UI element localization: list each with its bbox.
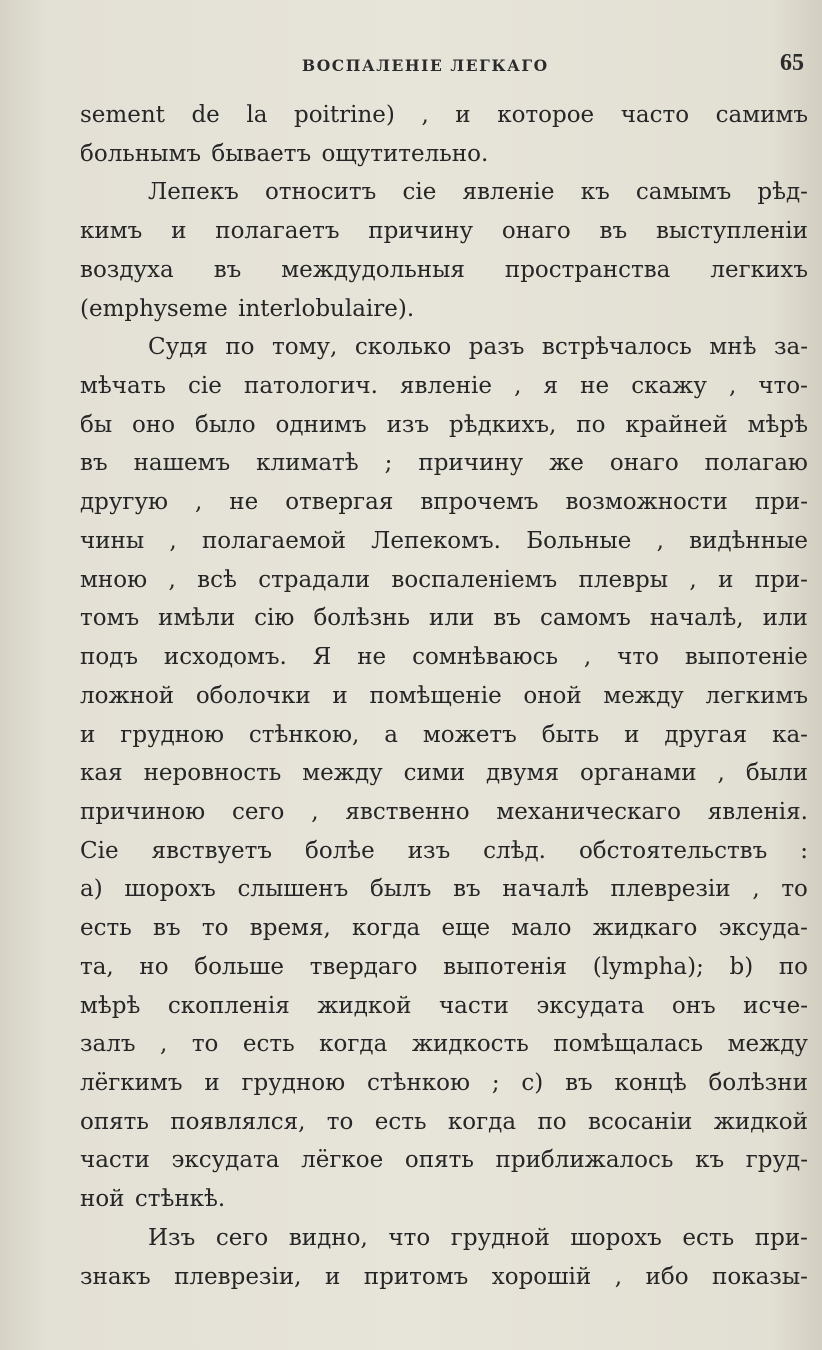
- body-text: [80, 96, 808, 1296]
- text-line: [80, 638, 808, 677]
- word: легкимъ: [705, 682, 808, 709]
- word: кимъ: [80, 218, 143, 245]
- word: та,: [80, 953, 114, 980]
- word: то: [781, 876, 808, 903]
- word: знакъ: [80, 1263, 151, 1290]
- word: неровность: [143, 760, 282, 787]
- word: оной: [523, 682, 582, 709]
- word: полагаемой: [201, 527, 346, 554]
- word: то: [326, 1108, 354, 1135]
- word: въ: [493, 605, 521, 632]
- text-line: [80, 1180, 808, 1219]
- word: явствуетъ: [151, 837, 273, 864]
- word: слѣд.: [483, 837, 546, 864]
- word: притомъ: [363, 1263, 469, 1290]
- word: оно: [132, 411, 176, 438]
- text-line: [80, 367, 808, 406]
- word: видно,: [288, 1224, 368, 1251]
- word: ,: [656, 527, 664, 554]
- word: ,: [168, 566, 176, 593]
- word: междудольныя: [281, 256, 465, 283]
- word: плевры: [578, 566, 669, 593]
- word: шорохъ: [124, 876, 216, 903]
- word: но: [139, 953, 169, 980]
- word: климатѣ: [256, 450, 359, 477]
- word: легкихъ: [710, 256, 808, 283]
- word: то: [201, 915, 229, 942]
- word: ,: [169, 527, 177, 554]
- word: бы: [80, 411, 113, 438]
- word: больше: [194, 953, 285, 980]
- word: причину: [368, 218, 474, 245]
- word: изъ: [407, 837, 451, 864]
- word: появлялся,: [170, 1108, 306, 1135]
- word: la: [246, 102, 268, 128]
- word: ;: [384, 450, 393, 477]
- word: Изъ: [148, 1224, 196, 1251]
- text-line: [80, 948, 808, 987]
- word: твердаго: [309, 953, 418, 980]
- word: и: [455, 102, 471, 128]
- word: между: [603, 682, 684, 709]
- word: ощутительно.: [321, 140, 489, 167]
- word: ,: [689, 566, 697, 593]
- word: и: [171, 218, 187, 245]
- word: Лепекомъ.: [371, 527, 501, 554]
- word: плеврезіи: [610, 876, 731, 903]
- word: эксудата: [171, 1147, 280, 1174]
- word: мною: [80, 566, 148, 593]
- word: есть: [374, 1108, 427, 1135]
- word: мѣчать: [80, 373, 166, 400]
- text-line: [80, 909, 808, 948]
- word: онаго: [501, 218, 571, 245]
- word: болѣе: [304, 837, 375, 864]
- text-line: [80, 135, 808, 174]
- word: и: [204, 1069, 220, 1096]
- word: подъ: [80, 644, 138, 671]
- word: пространства: [504, 256, 671, 283]
- word: причину: [418, 450, 524, 477]
- word: въ: [599, 218, 628, 245]
- word: еще: [441, 915, 491, 942]
- word: и: [624, 721, 640, 748]
- word: а: [384, 721, 398, 748]
- word: груд-: [745, 1147, 808, 1174]
- word: ,: [583, 644, 592, 671]
- word: стѣнкою,: [248, 721, 360, 748]
- word: по: [778, 953, 808, 980]
- word: мало: [511, 915, 572, 942]
- word: было: [194, 411, 256, 438]
- word: рѣдкихъ,: [448, 411, 557, 438]
- word: или: [429, 605, 475, 632]
- word: ,: [311, 798, 319, 825]
- text-line: [80, 793, 808, 832]
- text-line: [80, 1141, 808, 1180]
- word: не: [580, 373, 610, 400]
- word: ,: [195, 489, 203, 516]
- word: и: [80, 721, 96, 748]
- text-line: [80, 716, 808, 755]
- word: или: [762, 605, 808, 632]
- word: мѣрѣ: [747, 411, 808, 438]
- word: ,: [728, 373, 737, 400]
- text-line: [80, 444, 808, 483]
- word: полагаетъ: [215, 218, 340, 245]
- word: концѣ: [614, 1069, 687, 1096]
- word: былъ: [369, 876, 432, 903]
- word: опять: [80, 1108, 149, 1135]
- word: полагаю: [704, 450, 808, 477]
- word: самомъ: [539, 605, 631, 632]
- word: оболочки: [195, 682, 311, 709]
- word: сіе: [188, 373, 222, 400]
- word: по: [576, 411, 606, 438]
- word: что: [617, 644, 659, 671]
- word: болѣзнь: [313, 605, 411, 632]
- running-head: [80, 50, 804, 78]
- text-line: [80, 328, 808, 367]
- word: ;: [491, 1069, 500, 1096]
- word: ,: [421, 102, 429, 128]
- word: выступленіи: [655, 218, 808, 245]
- word: Сіе: [80, 837, 119, 864]
- word: грудной: [450, 1224, 550, 1251]
- word: патологич.: [243, 373, 378, 400]
- word: есть: [242, 1031, 295, 1058]
- word: Я: [312, 644, 332, 671]
- text-line: [80, 290, 808, 329]
- word: явленіе: [400, 373, 493, 400]
- word: къ: [695, 1147, 725, 1174]
- word: мнѣ: [709, 334, 757, 361]
- word: однимъ: [275, 411, 367, 438]
- text-line: [80, 251, 808, 290]
- word: жидкой: [317, 992, 412, 1019]
- page-number: 65: [780, 50, 804, 76]
- word: (emphyseme: [80, 295, 228, 322]
- word: въ: [213, 256, 242, 283]
- text-line: [80, 832, 808, 871]
- text-line: [80, 677, 808, 716]
- text-line: [80, 1219, 808, 1258]
- word: въ: [453, 876, 481, 903]
- word: началѣ,: [649, 605, 744, 632]
- word: между: [302, 760, 383, 787]
- word: быть: [541, 721, 600, 748]
- word: залъ: [80, 1031, 136, 1058]
- word: жидкаго: [592, 915, 698, 942]
- word: по: [225, 334, 255, 361]
- word: de: [191, 102, 220, 128]
- word: которое: [497, 102, 595, 128]
- word: скопленія: [167, 992, 290, 1019]
- text-line: [80, 1064, 808, 1103]
- word: двумя: [485, 760, 560, 787]
- word: въ: [153, 915, 181, 942]
- text-line: [80, 1258, 808, 1297]
- text-line: [80, 1025, 808, 1064]
- word: стѣнкою: [366, 1069, 471, 1096]
- word: кая: [80, 760, 123, 787]
- word: органами: [579, 760, 697, 787]
- word: и: [324, 1263, 341, 1290]
- running-title: ВОСПАЛЕНІЕ ЛЕГКАГО: [302, 56, 549, 75]
- word: мѣрѣ: [80, 992, 141, 1019]
- word: Лепекъ: [148, 179, 239, 206]
- word: и: [332, 682, 348, 709]
- word: эксудата: [536, 992, 645, 1019]
- word: онъ: [671, 992, 716, 1019]
- word: видѣнные: [689, 527, 808, 554]
- word: не: [229, 489, 259, 516]
- word: когда: [352, 915, 421, 942]
- word: poitrine): [293, 102, 395, 128]
- word: явленія.: [707, 798, 808, 825]
- word: отвергая: [285, 489, 394, 516]
- word: :: [800, 837, 808, 864]
- word: опять: [404, 1147, 474, 1174]
- word: рѣд-: [757, 179, 808, 206]
- word: грудною: [241, 1069, 346, 1096]
- word: по: [537, 1108, 567, 1135]
- word: что-: [758, 373, 808, 400]
- word: когда: [319, 1031, 388, 1058]
- word: сколько: [354, 334, 452, 361]
- word: къ: [580, 179, 610, 206]
- word: (lympha);: [592, 953, 704, 980]
- word: плеврезіи,: [174, 1263, 302, 1290]
- text-line: [80, 561, 808, 600]
- word: механическаго: [496, 798, 681, 825]
- word: болѣзни: [708, 1069, 808, 1096]
- word: слышенъ: [237, 876, 349, 903]
- text-line: [80, 1103, 808, 1142]
- word: онаго: [609, 450, 679, 477]
- word: лёгкое: [301, 1147, 384, 1174]
- word: изъ: [386, 411, 430, 438]
- word: сими: [403, 760, 466, 787]
- word: сію: [254, 605, 295, 632]
- word: a): [80, 876, 103, 903]
- word: страдали: [258, 566, 371, 593]
- word: c): [521, 1069, 544, 1096]
- word: ,: [614, 1263, 623, 1290]
- text-line: [80, 173, 808, 212]
- word: эксуда-: [718, 915, 808, 942]
- text-line: [80, 522, 808, 561]
- word: относитъ: [264, 179, 377, 206]
- text-line: [80, 599, 808, 638]
- word: другую: [80, 489, 169, 516]
- word: ,: [160, 1031, 168, 1058]
- word: воспаленіемъ: [391, 566, 558, 593]
- word: interlobulaire).: [238, 295, 415, 322]
- word: встрѣчалось: [541, 334, 692, 361]
- word: грудною: [120, 721, 224, 748]
- word: ибо: [645, 1263, 689, 1290]
- word: ной: [80, 1186, 125, 1213]
- text-line: [80, 870, 808, 909]
- text-line: [80, 754, 808, 793]
- word: возможности: [565, 489, 728, 516]
- word: есть: [682, 1224, 735, 1251]
- word: всосаніи: [588, 1108, 693, 1135]
- word: за-: [773, 334, 808, 361]
- word: обстоятельствъ: [578, 837, 768, 864]
- word: другая: [664, 721, 748, 748]
- word: sement: [80, 102, 165, 128]
- word: хорошій: [491, 1263, 592, 1290]
- word: часто: [620, 102, 690, 128]
- word: больнымъ: [80, 140, 201, 167]
- word: были: [745, 760, 808, 787]
- word: имѣли: [158, 605, 236, 632]
- text-line: [80, 483, 808, 522]
- word: сего: [215, 1224, 269, 1251]
- word: Больные: [526, 527, 632, 554]
- word: Судя: [148, 334, 208, 361]
- word: сего: [231, 798, 285, 825]
- word: не: [357, 644, 387, 671]
- word: началѣ: [502, 876, 589, 903]
- word: впрочемъ: [420, 489, 539, 516]
- word: b): [729, 953, 754, 980]
- word: нашемъ: [133, 450, 231, 477]
- word: когда: [447, 1108, 517, 1135]
- word: воздуха: [80, 256, 174, 283]
- word: то: [191, 1031, 219, 1058]
- word: есть: [80, 915, 132, 942]
- word: шорохъ: [570, 1224, 662, 1251]
- word: самимъ: [715, 102, 808, 128]
- word: лёгкимъ: [80, 1069, 183, 1096]
- word: я: [543, 373, 559, 400]
- text-line: [80, 96, 808, 135]
- word: ложной: [80, 682, 175, 709]
- word: выпотеніе: [684, 644, 808, 671]
- word: жидкой: [713, 1108, 808, 1135]
- word: въ: [565, 1069, 593, 1096]
- word: и: [718, 566, 734, 593]
- word: части: [80, 1147, 150, 1174]
- word: приближалось: [495, 1147, 674, 1174]
- word: при-: [754, 566, 808, 593]
- text-line: [80, 212, 808, 251]
- word: стѣнкѣ.: [134, 1186, 226, 1213]
- word: ,: [514, 373, 522, 400]
- word: явленіе: [462, 179, 555, 206]
- word: тому,: [272, 334, 338, 361]
- word: самымъ: [635, 179, 732, 206]
- word: причиною: [80, 798, 206, 825]
- word: показы-: [712, 1263, 808, 1290]
- word: чины: [80, 527, 145, 554]
- word: исходомъ.: [163, 644, 287, 671]
- word: скажу: [631, 373, 707, 400]
- word: явственно: [345, 798, 470, 825]
- word: помѣщеніе: [369, 682, 502, 709]
- text-line: [80, 406, 808, 445]
- word: выпотенія: [443, 953, 568, 980]
- word: при-: [754, 489, 808, 516]
- word: крайней: [625, 411, 728, 438]
- word: сіе: [402, 179, 437, 206]
- word: части: [438, 992, 509, 1019]
- word: жидкость: [411, 1031, 529, 1058]
- word: всѣ: [197, 566, 237, 593]
- word: исче-: [743, 992, 808, 1019]
- word: ,: [752, 876, 760, 903]
- word: время,: [249, 915, 331, 942]
- word: ,: [717, 760, 725, 787]
- word: помѣщалась: [553, 1031, 704, 1058]
- word: бываетъ: [211, 140, 312, 167]
- word: разъ: [468, 334, 525, 361]
- word: что: [388, 1224, 431, 1251]
- word: томъ: [80, 605, 140, 632]
- word: же: [549, 450, 584, 477]
- word: можетъ: [422, 721, 517, 748]
- text-line: [80, 987, 808, 1026]
- word: между: [727, 1031, 808, 1058]
- word: въ: [80, 450, 108, 477]
- word: ка-: [772, 721, 808, 748]
- word: при-: [754, 1224, 808, 1251]
- word: сомнѣваюсь: [412, 644, 558, 671]
